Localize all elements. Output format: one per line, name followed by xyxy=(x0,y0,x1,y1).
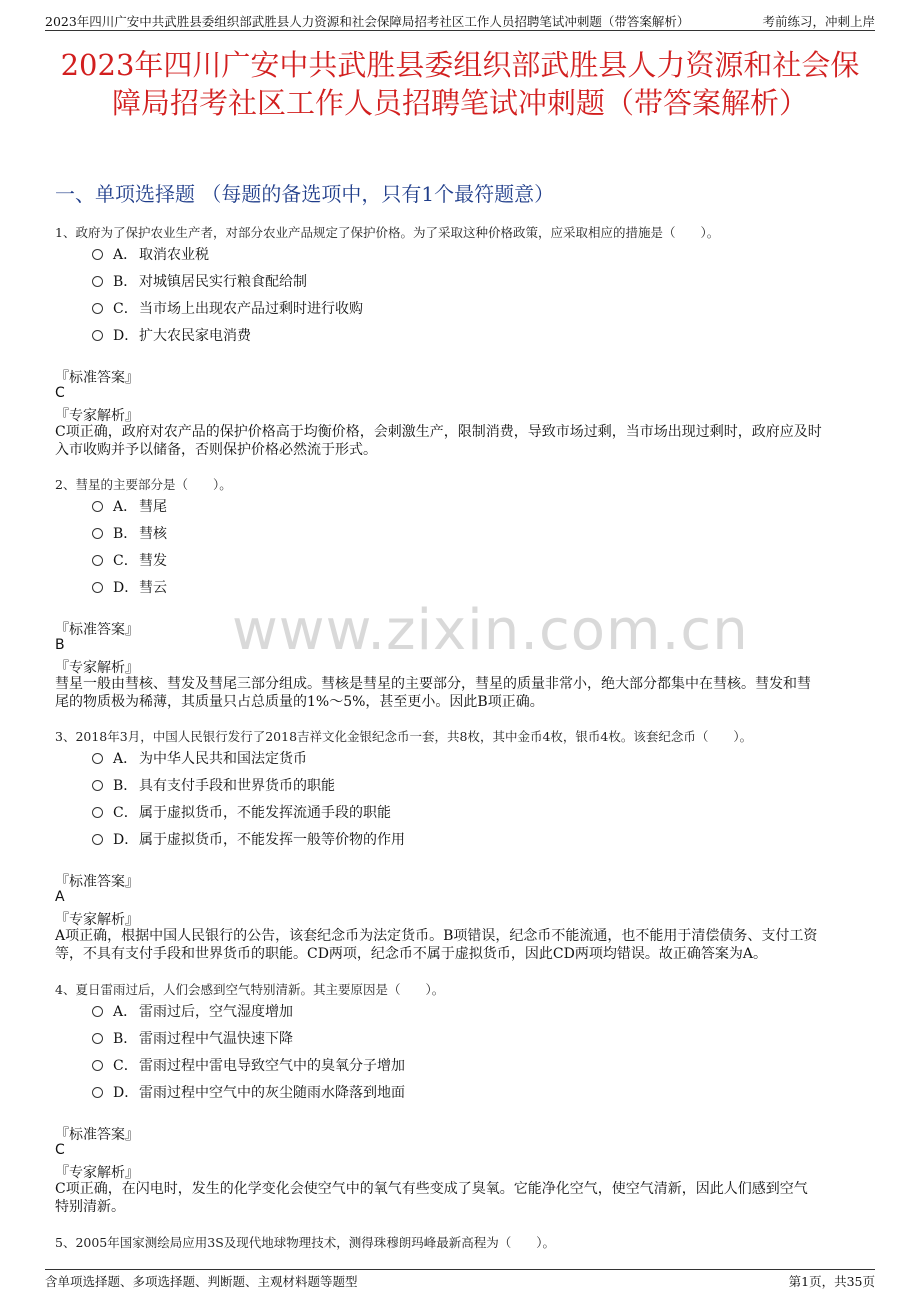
analysis-text: C项正确，在闪电时，发生的化学变化会使空气中的氧气有些变成了臭氧。它能净化空气，使空气清新，因此人们感到空气 特别清新。 xyxy=(55,1181,808,1215)
radio-icon[interactable] xyxy=(92,1006,103,1017)
option-b[interactable]: B． 对城镇居民实行粮食配给制 xyxy=(92,271,307,291)
analysis-text: A项正确，根据中国人民银行的公告，该套纪念币为法定货币。B项错误，纪念币不能流通，也不能用于清偿债务、支付工资 等，不具有支付手段和世界货币的职能。CD两项，纪念币不属于虚拟货币，因此CD两项均错误。故正确答案为A。 xyxy=(55,928,818,962)
question-stem: 1、政府为了保护农业生产者，对部分农业产品规定了保护价格。为了采取这种价格政策，应采取相应的措施是（ ）。 xyxy=(55,225,720,240)
option-c[interactable]: C．当市场上出现农产品过剩时进行收购 xyxy=(92,298,363,318)
option-b[interactable]: B． 具有支付手段和世界货币的职能 xyxy=(92,775,335,795)
analysis-label: 『专家解析』 xyxy=(55,408,139,424)
radio-icon[interactable] xyxy=(92,1033,103,1044)
radio-icon[interactable] xyxy=(92,555,103,566)
radio-icon[interactable] xyxy=(92,528,103,539)
option-a[interactable]: A． 雷雨过后，空气湿度增加 xyxy=(92,1001,293,1021)
option-a[interactable]: A． 为中华人民共和国法定货币 xyxy=(92,748,307,768)
option-c[interactable]: C．雷雨过程中雷电导致空气中的臭氧分子增加 xyxy=(92,1055,405,1075)
question-stem: 5、2005年国家测绘局应用3S及现代地球物理技术，测得珠穆朗玛峰最新高程为（ ）。 xyxy=(55,1235,556,1250)
option-a[interactable]: A． 彗尾 xyxy=(92,496,167,516)
question-stem: 4、夏日雷雨过后，人们会感到空气特别清新。其主要原因是（ ）。 xyxy=(55,982,445,997)
option-c[interactable]: C．属于虚拟货币，不能发挥流通手段的职能 xyxy=(92,802,391,822)
radio-icon[interactable] xyxy=(92,780,103,791)
radio-icon[interactable] xyxy=(92,807,103,818)
radio-icon[interactable] xyxy=(92,1060,103,1071)
analysis-label: 『专家解析』 xyxy=(55,660,139,676)
answer-label: 『标准答案』 xyxy=(55,622,139,638)
answer-label: 『标准答案』 xyxy=(55,874,139,890)
answer-value: C xyxy=(55,385,65,401)
radio-icon[interactable] xyxy=(92,834,103,845)
radio-icon[interactable] xyxy=(92,330,103,341)
analysis-text: C项正确，政府对农产品的保护价格高于均衡价格，会刺激生产，限制消费，导致市场过剩，当市场出现过剩时，政府应及时 入市收购并予以储备，否则保护价格必然流于形式。 xyxy=(55,424,822,458)
header-title: 2023年四川广安中共武胜县委组织部武胜县人力资源和社会保障局招考社区工作人员招聘笔试冲刺题（带答案解析） xyxy=(45,14,690,29)
radio-icon[interactable] xyxy=(92,1087,103,1098)
page-footer xyxy=(45,1269,875,1289)
radio-icon[interactable] xyxy=(92,582,103,593)
page-header xyxy=(45,10,875,31)
answer-label: 『标准答案』 xyxy=(55,370,139,386)
option-b[interactable]: B． 彗核 xyxy=(92,523,167,543)
header-slogan: 考前练习，冲刺上岸 xyxy=(762,14,875,29)
radio-icon[interactable] xyxy=(92,249,103,260)
radio-icon[interactable] xyxy=(92,501,103,512)
analysis-label: 『专家解析』 xyxy=(55,1165,139,1181)
option-d[interactable]: D．彗云 xyxy=(92,577,167,597)
option-b[interactable]: B． 雷雨过程中气温快速下降 xyxy=(92,1028,293,1048)
title-line-1: 2023年四川广安中共武胜县委组织部武胜县人力资源和社会保 xyxy=(60,48,860,82)
analysis-label: 『专家解析』 xyxy=(55,912,139,928)
radio-icon[interactable] xyxy=(92,753,103,764)
title-line-2: 障局招考社区工作人员招聘笔试冲刺题（带答案解析） xyxy=(111,86,808,120)
answer-label: 『标准答案』 xyxy=(55,1127,139,1143)
option-c[interactable]: C．彗发 xyxy=(92,550,167,570)
radio-icon[interactable] xyxy=(92,303,103,314)
page-number: 第1页，共35页 xyxy=(788,1274,875,1289)
section-title: 一、单项选择题 （每题的备选项中，只有1个最符题意） xyxy=(55,182,555,206)
option-d[interactable]: D．扩大农民家电消费 xyxy=(92,325,251,345)
answer-value: B xyxy=(55,637,65,653)
watermark: www.zixin.com.cn xyxy=(232,598,749,663)
radio-icon[interactable] xyxy=(92,276,103,287)
analysis-text: 彗星一般由彗核、彗发及彗尾三部分组成。彗核是彗星的主要部分，彗星的质量非常小，绝大部分都集中在彗核。彗发和彗 尾的物质极为稀薄，其质量只占总质量的1%～5%，甚至更小。因此B项正确。 xyxy=(55,676,811,710)
answer-value: C xyxy=(55,1142,65,1158)
footer-note: 含单项选择题、多项选择题、判断题、主观材料题等题型 xyxy=(45,1274,358,1289)
option-d[interactable]: D．雷雨过程中空气中的灰尘随雨水降落到地面 xyxy=(92,1082,405,1102)
answer-value: A xyxy=(55,889,65,905)
question-stem: 2、彗星的主要部分是（ ）。 xyxy=(55,477,232,492)
option-d[interactable]: D．属于虚拟货币，不能发挥一般等价物的作用 xyxy=(92,829,405,849)
question-stem: 3、2018年3月，中国人民银行发行了2018吉祥文化金银纪念币一套，共8枚，其中金币4枚，银币4枚。该套纪念币（ ）。 xyxy=(55,729,753,744)
option-a[interactable]: A． 取消农业税 xyxy=(92,244,209,264)
document-title xyxy=(40,46,880,122)
